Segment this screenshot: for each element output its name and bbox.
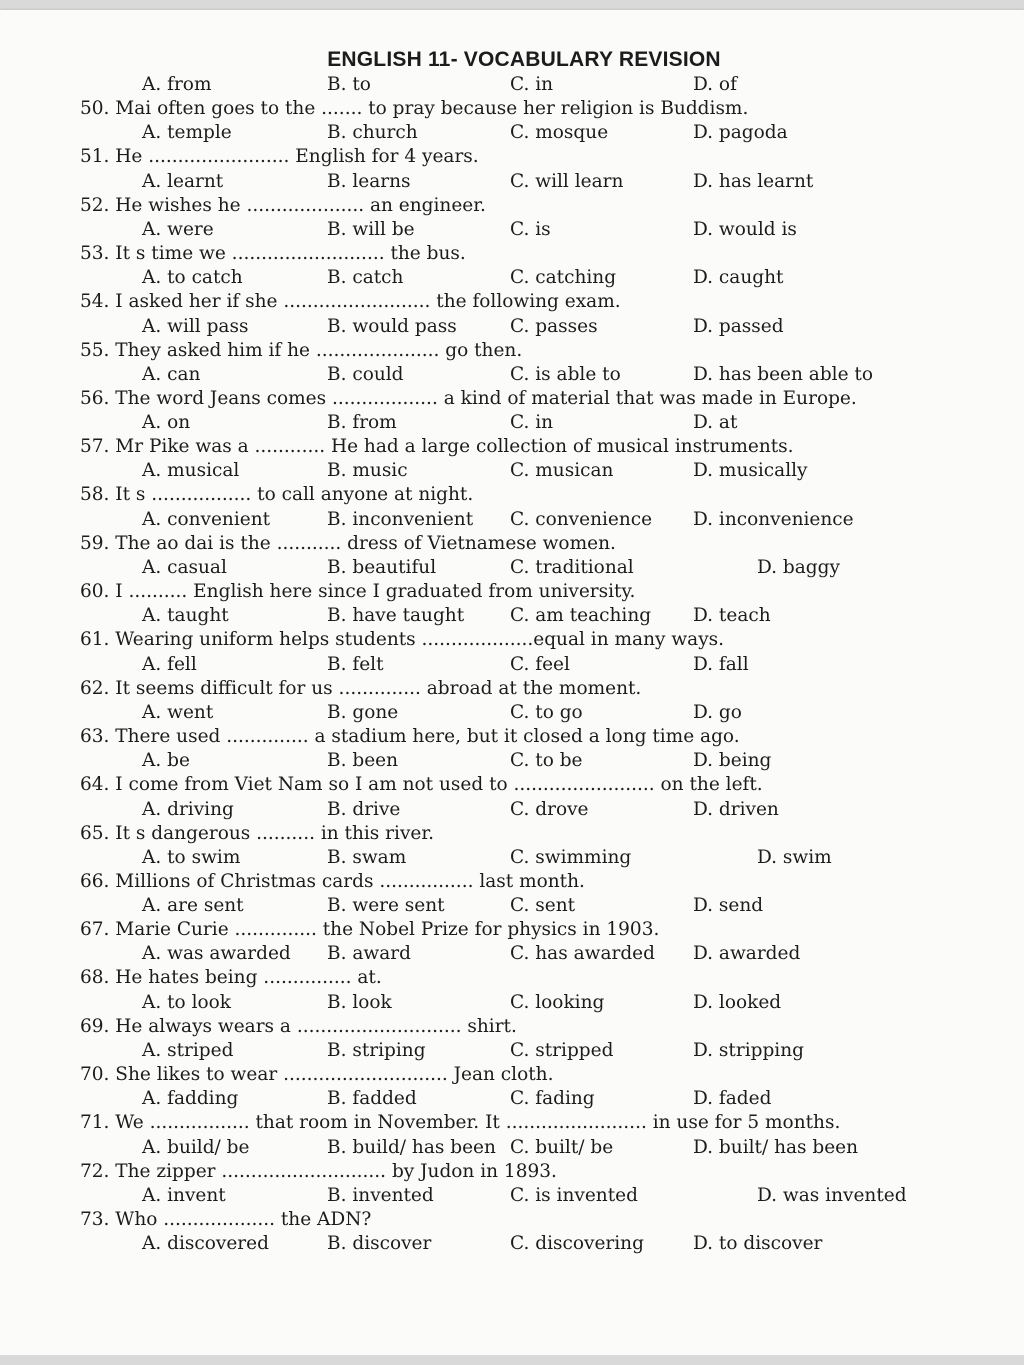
answer-option-c: C. am teaching	[510, 605, 652, 627]
answer-option-a: A. was awarded	[142, 943, 291, 965]
answer-option-d: D. awarded	[693, 943, 801, 965]
answer-option-a: A. taught	[142, 605, 229, 627]
bottom-border	[0, 1355, 1024, 1365]
answer-option-b: B. felt	[327, 653, 384, 675]
question-text: 58. It s ................. to call anyone at night.	[80, 484, 474, 506]
answer-option-a: A. temple	[142, 122, 232, 144]
question-text: 60. I .......... English here since I graduated from university.	[80, 581, 636, 602]
answer-option-a: A. fell	[142, 653, 197, 675]
question-text: 62. It seems difficult for us .............. abroad at the moment.	[80, 677, 642, 699]
worksheet-title: ENGLISH 11- VOCABULARY REVISION	[327, 48, 721, 71]
answer-option-b: B. learns	[327, 170, 411, 192]
answer-option-c: C. to be	[510, 750, 583, 772]
answer-option-d: D. driven	[693, 798, 779, 820]
answer-option-a: A. invent	[142, 1184, 226, 1206]
answer-option-b: B. church	[327, 122, 418, 144]
answer-option-c: C. looking	[510, 991, 605, 1013]
answer-option-c: C. is invented	[510, 1184, 638, 1206]
question-text: 50. Mai often goes to the ....... to pray because her religion is Buddism.	[80, 98, 749, 119]
answer-option-a: A. will pass	[142, 315, 249, 337]
answer-option-b: B. would pass	[327, 315, 457, 337]
answer-option-a: A. to catch	[142, 267, 243, 289]
answer-option-b: B. award	[327, 943, 411, 965]
question-text: 53. It s time we .......................... the bus.	[80, 242, 466, 264]
question-text: 66. Millions of Christmas cards ................ last month.	[80, 870, 585, 892]
answer-option-d: D. looked	[693, 991, 782, 1013]
answer-option-d: D. stripping	[693, 1040, 804, 1061]
answer-option-c: C. in	[510, 412, 554, 434]
answer-option-b: B. to	[327, 74, 371, 95]
question-text: 65. It s dangerous .......... in this river.	[80, 822, 435, 844]
answer-option-c: C. stripped	[510, 1040, 614, 1061]
answer-option-a: A. from	[142, 74, 212, 95]
answer-option-b: B. were sent	[327, 895, 445, 917]
worksheet-page	[0, 10, 1024, 1355]
answer-option-b: B. look	[327, 991, 392, 1013]
answer-option-a: A. fadding	[142, 1088, 239, 1110]
answer-option-c: C. discovering	[510, 1233, 644, 1255]
answer-option-a: A. musical	[142, 460, 240, 482]
top-border	[0, 0, 1024, 10]
answer-option-a: A. casual	[142, 557, 227, 578]
answer-option-b: B. inconvenient	[327, 508, 474, 530]
answer-option-d: D. faded	[693, 1088, 772, 1110]
answer-option-a: A. went	[142, 701, 214, 723]
question-text: 73. Who ................... the ADN?	[80, 1208, 372, 1230]
question-text: 51. He ........................ English for 4 years.	[80, 146, 479, 168]
answer-option-d: D. at	[693, 412, 738, 434]
answer-option-d: D. go	[693, 701, 742, 723]
answer-option-b: B. will be	[327, 218, 415, 240]
question-text: 68. He hates being ............... at.	[80, 967, 382, 989]
question-text: 63. There used .............. a stadium here, but it closed a long time ago.	[80, 725, 740, 747]
answer-option-a: A. discovered	[142, 1233, 269, 1255]
question-text: 55. They asked him if he ..................... go then.	[80, 339, 523, 361]
question-text: 56. The word Jeans comes .................. a kind of material that was made in Europe.	[80, 387, 857, 409]
answer-option-d: D. fall	[693, 653, 749, 675]
answer-option-a: A. to swim	[142, 846, 241, 868]
answer-option-c: C. in	[510, 74, 554, 95]
answer-option-b: B. music	[327, 460, 408, 482]
answer-option-d: D. musically	[693, 460, 808, 482]
answer-option-a: A. striped	[142, 1040, 234, 1061]
answer-option-d: D. swim	[757, 846, 832, 868]
answer-option-b: B. build/ has been	[327, 1136, 496, 1158]
answer-option-b: B. swam	[327, 846, 407, 868]
answer-option-c: C. swimming	[510, 846, 632, 868]
answer-option-a: A. build/ be	[142, 1136, 250, 1158]
answer-option-d: D. has learnt	[693, 170, 814, 192]
answer-option-a: A. were	[142, 218, 214, 240]
answer-option-d: D. to discover	[693, 1233, 823, 1255]
answer-option-c: C. catching	[510, 267, 617, 289]
answer-option-a: A. to look	[142, 991, 231, 1013]
question-text: 61. Wearing uniform helps students ...................equal in many ways.	[80, 629, 725, 651]
answer-option-c: C. traditional	[510, 557, 634, 578]
question-list	[0, 10, 1024, 1355]
answer-option-b: B. have taught	[327, 605, 465, 627]
answer-option-d: D. built/ has been	[693, 1136, 859, 1158]
answer-option-b: B. discover	[327, 1233, 432, 1255]
answer-option-c: C. sent	[510, 895, 576, 917]
answer-option-c: C. fading	[510, 1088, 595, 1110]
answer-option-b: B. from	[327, 412, 397, 434]
answer-option-a: A. can	[142, 363, 201, 385]
answer-option-b: B. invented	[327, 1184, 434, 1206]
answer-option-d: D. passed	[693, 315, 784, 337]
answer-option-d: D. teach	[693, 605, 771, 627]
answer-option-c: C. mosque	[510, 122, 609, 144]
answer-option-c: C. musican	[510, 460, 614, 482]
answer-option-b: B. beautiful	[327, 557, 437, 578]
question-text: 67. Marie Curie .............. the Nobel Prize for physics in 1903.	[80, 919, 660, 941]
answer-option-d: D. would is	[693, 218, 797, 240]
question-text: 71. We ................. that room in November. It ........................ in use for 5 months.	[80, 1112, 841, 1134]
answer-option-b: B. fadded	[327, 1088, 417, 1110]
answer-option-a: A. learnt	[142, 170, 224, 192]
answer-option-d: D. send	[693, 895, 764, 917]
answer-option-b: B. catch	[327, 267, 404, 289]
answer-option-a: A. on	[142, 412, 191, 434]
answer-option-c: C. will learn	[510, 170, 624, 192]
answer-option-d: D. inconvenience	[693, 508, 854, 530]
question-text: 54. I asked her if she ......................... the following exam.	[80, 291, 621, 313]
question-text: 64. I come from Viet Nam so I am not used to ........................ on the left.	[80, 774, 763, 796]
answer-option-c: C. is able to	[510, 363, 621, 385]
answer-option-d: D. caught	[693, 267, 784, 289]
answer-option-b: B. drive	[327, 798, 401, 820]
answer-option-c: C. drove	[510, 798, 589, 820]
answer-option-b: B. been	[327, 750, 399, 772]
answer-option-c: C. feel	[510, 653, 570, 675]
question-text: 52. He wishes he .................... an engineer.	[80, 194, 486, 216]
question-text: 59. The ao dai is the ........... dress of Vietnamese women.	[80, 532, 616, 554]
answer-option-a: A. be	[142, 750, 190, 772]
question-text: 70. She likes to wear ............................ Jean cloth.	[80, 1064, 554, 1085]
answer-option-d: D. pagoda	[693, 122, 788, 144]
answer-option-a: A. are sent	[142, 895, 244, 917]
answer-option-c: C. is	[510, 218, 551, 240]
question-text: 69. He always wears a ............................ shirt.	[80, 1015, 517, 1037]
question-text: 57. Mr Pike was a ............ He had a large collection of musical instruments.	[80, 436, 794, 458]
answer-option-d: D. was invented	[757, 1184, 907, 1206]
answer-option-b: B. striping	[327, 1040, 426, 1061]
answer-option-c: C. built/ be	[510, 1136, 614, 1158]
answer-option-d: D. of	[693, 74, 737, 95]
answer-option-a: A. driving	[142, 798, 234, 820]
answer-option-c: C. convenience	[510, 508, 653, 530]
answer-option-a: A. convenient	[142, 508, 271, 530]
answer-option-c: C. to go	[510, 701, 583, 723]
answer-option-c: C. has awarded	[510, 943, 655, 965]
answer-option-c: C. passes	[510, 315, 598, 337]
answer-option-b: B. gone	[327, 701, 399, 723]
answer-option-b: B. could	[327, 363, 404, 385]
question-text: 72. The zipper ............................ by Judon in 1893.	[80, 1160, 557, 1182]
answer-option-d: D. has been able to	[693, 363, 873, 385]
answer-option-d: D. baggy	[757, 557, 840, 578]
answer-option-d: D. being	[693, 750, 772, 772]
